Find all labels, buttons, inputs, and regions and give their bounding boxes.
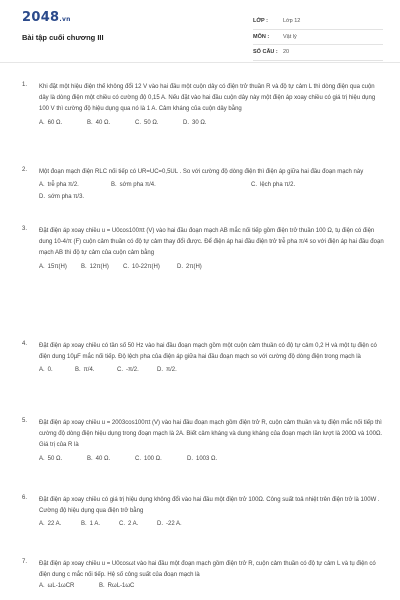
option-a[interactable] xyxy=(39,367,75,373)
option-letter: B. xyxy=(99,583,105,590)
option-a[interactable] xyxy=(39,583,99,589)
option-letter: A. xyxy=(39,583,45,590)
option-letter: B. xyxy=(81,263,87,270)
answer-options xyxy=(39,182,384,200)
question-1 xyxy=(22,82,384,126)
question-text: Đặt điện áp xoay chiều có tần số 50 Hz vào hai đầu đoạn mạch gồm một cuộn cảm thuần có độ tự cảm 0,2 H và một tụ điện có điện dung 10µF mắc nối tiếp. Độ lệch pha của điện áp giữa hai đầu đoạn mạch so với cường độ dòng điện trong mạch là xyxy=(39,343,377,361)
option-text: 2 A. xyxy=(128,521,139,528)
option-text: 50 Ω. xyxy=(47,455,63,462)
option-d[interactable] xyxy=(177,264,217,270)
option-letter: D. xyxy=(177,263,183,270)
option-a[interactable] xyxy=(39,264,81,270)
option-text: sớm pha π/4. xyxy=(119,182,156,189)
option-text: trễ pha π/2. xyxy=(47,182,79,189)
option-c[interactable] xyxy=(123,264,177,270)
option-a[interactable] xyxy=(39,182,111,188)
meta-row-subject xyxy=(253,30,383,46)
option-text: 50 Ω. xyxy=(144,119,159,126)
question-number: 4. xyxy=(22,341,28,347)
option-c[interactable] xyxy=(117,367,157,373)
option-c[interactable] xyxy=(135,456,187,462)
question-number: 1. xyxy=(22,82,28,88)
option-text: 60 Ω. xyxy=(47,119,63,126)
option-text: π/2. xyxy=(166,367,177,374)
option-letter: B. xyxy=(81,521,87,528)
option-text: 0. xyxy=(47,367,53,374)
option-text: lệch pha π/2. xyxy=(260,182,296,189)
option-text: 10-22π(H) xyxy=(132,263,160,270)
option-text: 15π(H) xyxy=(47,263,67,270)
option-letter: A. xyxy=(39,119,45,126)
question-4 xyxy=(22,341,384,373)
option-text: 30 Ω. xyxy=(192,119,207,126)
option-letter: A. xyxy=(39,182,45,189)
site-logo[interactable] xyxy=(22,10,71,25)
option-text: 2π(H) xyxy=(186,263,202,270)
question-7 xyxy=(22,559,384,589)
question-5 xyxy=(22,418,384,462)
question-number: 2. xyxy=(22,167,28,173)
question-number: 5. xyxy=(22,418,28,424)
option-b[interactable] xyxy=(75,367,117,373)
question-2 xyxy=(22,167,384,200)
option-text: 22 A. xyxy=(47,521,62,528)
option-text: 40 Ω. xyxy=(95,455,111,462)
option-d[interactable] xyxy=(157,367,197,373)
answer-options xyxy=(39,583,384,589)
question-number: 3. xyxy=(22,226,28,232)
meta-key: LỚP : xyxy=(253,18,268,25)
option-a[interactable] xyxy=(39,120,87,126)
option-letter: D. xyxy=(183,119,189,126)
question-6 xyxy=(22,495,384,527)
option-letter: C. xyxy=(135,119,141,126)
option-text: sớm pha π/3. xyxy=(48,194,85,201)
option-letter: A. xyxy=(39,521,45,528)
question-text: Đặt điện áp xoay chiều u = U0cosωt vào hai đầu một đoạn mạch gồm điện trở R, cuộn cảm thuần có độ tự cảm L và tụ điện có điện dung c mắc nối tiếp. Hệ số công suất của đoạn mạch là xyxy=(39,561,376,579)
option-letter: C. xyxy=(117,367,123,374)
logo-text: 2048 xyxy=(22,10,60,25)
question-text: Đặt điện áp xoay chiều u = U0cos100πt (V) vào hai đầu đoạn mạch AB mắc nối tiếp gồm điện trở thuần 100 Ω, tụ điện có điện dung 10-4/π (F) cuộn cảm thuần có độ tự cảm thay đổi được. Để điện áp hai đầu điện trở trễ pha π/4 so với điện áp hai đầu đoạn mạch AB thì độ tự cảm của cuộn cảm bằng xyxy=(39,228,384,257)
option-letter: C. xyxy=(251,182,257,189)
option-text: 100 Ω. xyxy=(144,455,162,462)
option-b[interactable] xyxy=(87,120,135,126)
option-letter: A. xyxy=(39,263,45,270)
option-letter: B. xyxy=(75,367,81,374)
answer-options xyxy=(39,120,384,126)
answer-options xyxy=(39,456,384,462)
option-b[interactable] xyxy=(81,521,119,527)
option-text: RωL-1ωC xyxy=(107,583,135,590)
header-divider xyxy=(0,62,400,63)
option-a[interactable] xyxy=(39,521,81,527)
option-letter: D. xyxy=(39,194,45,201)
question-number: 7. xyxy=(22,559,28,565)
option-d[interactable] xyxy=(183,120,231,126)
option-c[interactable] xyxy=(119,521,157,527)
option-text: 12π(H) xyxy=(89,263,109,270)
option-letter: C. xyxy=(135,455,141,462)
page-title: Bài tập cuối chương III xyxy=(22,33,104,42)
meta-value: Vật lý xyxy=(283,33,297,40)
page-header xyxy=(0,0,400,62)
option-b[interactable] xyxy=(111,182,251,188)
logo-suffix: .vn xyxy=(59,16,71,23)
question-number: 6. xyxy=(22,495,28,501)
option-text: 40 Ω. xyxy=(95,119,111,126)
option-letter: B. xyxy=(87,119,93,126)
meta-row-count xyxy=(253,45,383,61)
option-letter: A. xyxy=(39,367,45,374)
option-b[interactable] xyxy=(99,583,169,589)
meta-row-class xyxy=(253,14,383,30)
answer-options xyxy=(39,521,384,527)
option-letter: D. xyxy=(157,521,163,528)
meta-key: SỐ CÂU : xyxy=(253,49,278,56)
option-text: 1 A. xyxy=(89,521,101,528)
option-letter: D. xyxy=(187,455,193,462)
question-text: Đặt điện áp xoay chiều u = 2003cos100πt (V) vào hai đầu đoạn mạch gồm điện trở R, cuộn cảm thuần và tụ điện mắc nối tiếp thì cường độ dòng điện hiệu dụng trong đoạn mạch là 2A. Biết cảm kháng và dung kháng của đoạn mạch lần lượt là 200Ω và 100Ω. Giá trị của R là xyxy=(39,420,383,449)
option-text: ωL-1ωCR xyxy=(47,583,75,590)
option-letter: C. xyxy=(123,263,129,270)
option-letter: B. xyxy=(111,182,117,189)
option-d[interactable] xyxy=(157,521,199,527)
option-letter: B. xyxy=(87,455,93,462)
meta-value: Lớp 12 xyxy=(283,18,301,25)
option-letter: A. xyxy=(39,455,45,462)
question-text: Một đoạn mạch điện RLC nối tiếp có UR=UC=0,5UL . So với cường độ dòng điện thì điện áp giữa hai đầu đoạn mạch này xyxy=(39,169,364,175)
option-letter: D. xyxy=(157,367,163,374)
option-letter: C. xyxy=(119,521,125,528)
option-a[interactable] xyxy=(39,456,87,462)
meta-value: 20 xyxy=(283,49,290,56)
question-text: Đặt điện áp xoay chiều có giá trị hiệu dụng không đổi vào hai đầu một điện trở 100Ω. Công suất toả nhiệt trên điện trở là 100W . Cường độ hiệu dụng qua điện trở bằng xyxy=(39,497,380,515)
meta-table xyxy=(253,14,383,61)
option-text: 1003 Ω. xyxy=(196,455,218,462)
option-d[interactable] xyxy=(39,194,179,200)
option-c[interactable] xyxy=(135,120,183,126)
answer-options xyxy=(39,264,384,270)
option-text: -22 A. xyxy=(166,521,182,528)
option-b[interactable] xyxy=(87,456,135,462)
question-3 xyxy=(22,226,384,270)
option-b[interactable] xyxy=(81,264,123,270)
answer-options xyxy=(39,367,384,373)
option-c[interactable] xyxy=(251,182,323,188)
question-text: Khi đặt một hiệu điện thế không đổi 12 V vào hai đầu một cuộn dây có điện trở thuần R và độ tự cảm L thì dòng điện qua cuộn dây là dòng điện một chiều có cường độ 0,15 A. Nếu đặt vào hai đầu cuộn dây này một điện áp xoay chiều có giá trị hiệu dụng 100 V thì cường độ hiệu dụng qua nó là 1 A. Cảm kháng của cuộn dây bằng xyxy=(39,84,376,113)
option-d[interactable] xyxy=(187,456,239,462)
meta-key: MÔN : xyxy=(253,33,270,40)
option-text: -π/2. xyxy=(126,367,139,374)
option-text: π/4. xyxy=(83,367,95,374)
